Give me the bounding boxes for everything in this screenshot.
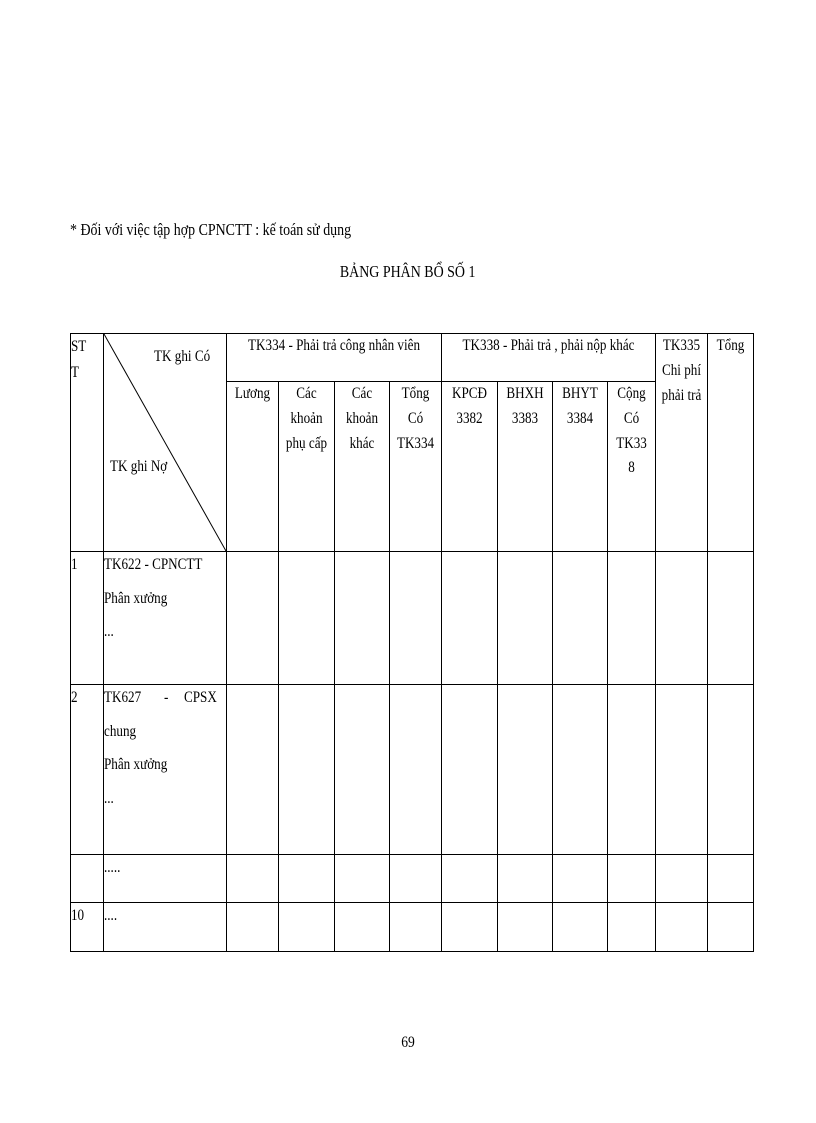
tk338-group-header [442, 334, 656, 382]
empty-cell [553, 685, 608, 855]
subheader-luong-label: Lương [234, 385, 271, 402]
subheader-bhyt-line1: BHYT [562, 385, 598, 402]
row2-line1-right: CPSX [183, 689, 217, 706]
empty-cell [553, 552, 608, 685]
table-title-text: BẢNG PHÂN BỔ SỐ 1 [340, 262, 476, 281]
row1-line2: Phân xưởng [104, 589, 168, 607]
subheader-khac-line1: Các [351, 385, 373, 402]
empty-cell [498, 903, 553, 952]
empty-cell [553, 903, 608, 952]
empty-cell [390, 685, 442, 855]
empty-cell [498, 855, 553, 903]
tk334-group-label: TK334 - Phải trả công nhân viên [248, 337, 421, 354]
row1-line3: ... [104, 623, 114, 641]
subheader-tong334-line3: TK334 [396, 434, 435, 452]
subheader-bhxh-line2: 3383 [511, 409, 539, 427]
debit-account-cell [104, 855, 227, 903]
empty-cell [708, 855, 754, 903]
stt-header [71, 334, 104, 552]
stt-header-line1: ST [71, 338, 87, 355]
subheader-bhxh [498, 382, 553, 552]
subheader-bhyt [553, 382, 608, 552]
debit-account-cell [104, 903, 227, 952]
page-number-text: 69 [401, 1034, 415, 1051]
empty-cell [279, 552, 335, 685]
empty-cell [442, 903, 498, 952]
empty-cell [335, 685, 390, 855]
subheader-phucap-line1: Các [296, 385, 317, 402]
row2-line3: Phân xưởng [104, 756, 168, 774]
stt-value: 1 [71, 556, 78, 573]
empty-cell [442, 552, 498, 685]
subheader-kpcd [442, 382, 498, 552]
empty-cell [498, 552, 553, 685]
empty-cell [227, 552, 279, 685]
subheader-cong338-line4: 8 [628, 459, 635, 477]
empty-cell [553, 855, 608, 903]
subheader-bhxh-line1: BHXH [506, 385, 544, 402]
row2-line1-mid: - [163, 689, 169, 706]
subheader-phucap-line3: phụ cấp [285, 434, 328, 452]
debit-account-label: TK ghi Nợ [110, 458, 168, 475]
empty-cell [656, 552, 708, 685]
row1-line1: TK622 - CPNCTT [104, 556, 203, 573]
tk335-header [656, 334, 708, 552]
empty-cell [335, 552, 390, 685]
subheader-phucap [279, 382, 335, 552]
empty-cell [608, 552, 656, 685]
empty-cell [442, 855, 498, 903]
subheader-khac-line2: khoản [345, 409, 379, 427]
total-header-label: Tổng [716, 337, 745, 354]
intro-text: * Đối với việc tập hợp CPNCTT : kế toán sử dụng [70, 220, 352, 239]
subheader-tong334-line1: Tổng [401, 385, 430, 402]
stt-cell [71, 685, 104, 855]
tk334-group-header [227, 334, 442, 382]
empty-cell [656, 903, 708, 952]
empty-cell [390, 903, 442, 952]
table-row [71, 855, 754, 903]
empty-cell [279, 685, 335, 855]
subheader-kpcd-line2: 3382 [456, 409, 483, 427]
empty-cell [442, 685, 498, 855]
empty-cell [279, 903, 335, 952]
row3-line1: ..... [104, 859, 121, 876]
subheader-khac-line3: khác [349, 434, 375, 452]
empty-cell [390, 855, 442, 903]
stt-header-line2: T [71, 363, 80, 381]
total-header [708, 334, 754, 552]
empty-cell [498, 685, 553, 855]
empty-cell [656, 685, 708, 855]
tk338-group-label: TK338 - Phải trả , phải nộp khác [462, 337, 635, 354]
subheader-tong334-line2: Có [407, 409, 424, 427]
empty-cell [608, 903, 656, 952]
table-row [71, 552, 754, 685]
empty-cell [390, 552, 442, 685]
page-number [0, 1034, 816, 1052]
subheader-cong338 [608, 382, 656, 552]
empty-cell [335, 855, 390, 903]
empty-cell [279, 855, 335, 903]
row4-line1: .... [104, 907, 118, 924]
stt-value: 2 [71, 689, 78, 706]
tk335-line1: TK335 [663, 337, 701, 354]
account-diagonal-header [104, 334, 227, 552]
subheader-cong338-line1: Cộng [617, 385, 646, 402]
subheader-cong338-line2: Có [623, 409, 640, 427]
subheader-khac [335, 382, 390, 552]
row2-line4: ... [104, 789, 114, 807]
stt-value: 10 [71, 907, 85, 924]
subheader-kpcd-line1: KPCĐ [452, 385, 488, 402]
empty-cell [227, 903, 279, 952]
empty-cell [708, 903, 754, 952]
table-row [71, 685, 754, 855]
subheader-cong338-line3: TK33 [616, 434, 647, 452]
empty-cell [227, 855, 279, 903]
tk335-line3: phải trả [661, 386, 702, 404]
subheader-tong334 [390, 382, 442, 552]
stt-cell [71, 552, 104, 685]
subheader-luong [227, 382, 279, 552]
table-row [71, 903, 754, 952]
empty-cell [656, 855, 708, 903]
stt-cell [71, 855, 104, 903]
debit-account-cell [104, 552, 227, 685]
table-title [0, 262, 816, 282]
empty-cell [335, 903, 390, 952]
credit-account-label: TK ghi Có [153, 348, 210, 365]
empty-cell [708, 685, 754, 855]
subheader-bhyt-line2: 3384 [566, 409, 594, 427]
empty-cell [608, 855, 656, 903]
empty-cell [608, 685, 656, 855]
subheader-phucap-line2: khoản [290, 409, 323, 427]
empty-cell [227, 685, 279, 855]
tk335-line2: Chi phí [662, 361, 702, 379]
allocation-table [70, 333, 754, 952]
row2-line1-left: TK627 [104, 689, 142, 706]
row2-line2: chung [104, 722, 137, 740]
empty-cell [708, 552, 754, 685]
debit-account-cell [104, 685, 227, 855]
stt-cell [71, 903, 104, 952]
